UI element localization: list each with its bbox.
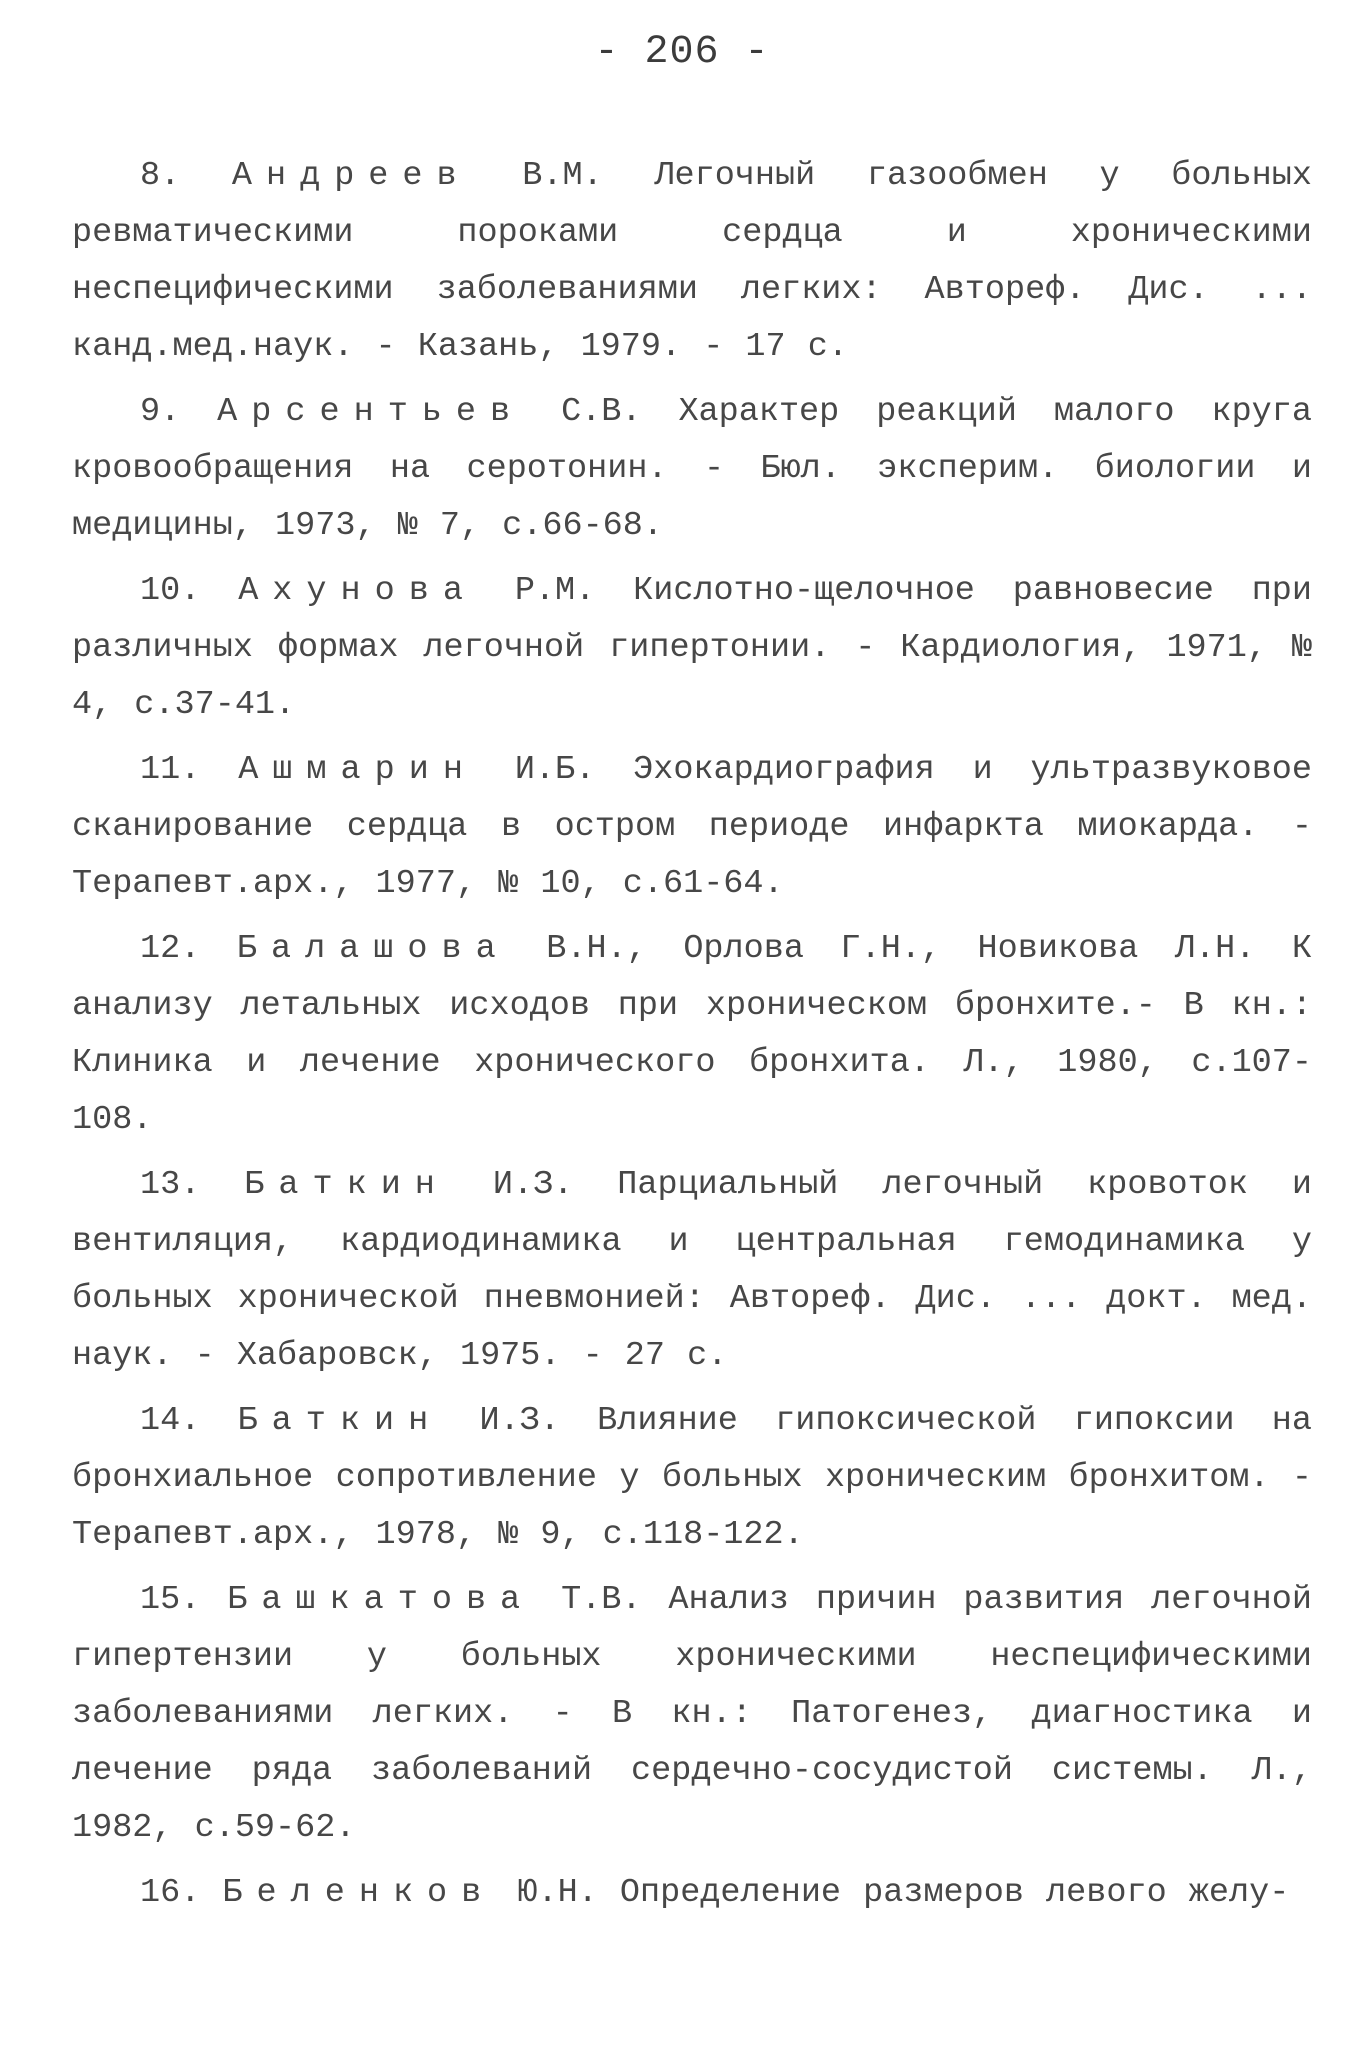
reference-text: К анализу летальных исходов при хроническом бронхите.- В кн.: Клиника и лечение хронического бронхита. Л., 1980, с.107-108. — [72, 930, 1313, 1139]
reference-number: 16. — [140, 1874, 201, 1912]
reference-number: 11. — [140, 751, 201, 789]
reference-initials: И.З. — [492, 1166, 574, 1204]
reference-text: Парциальный легочный кровоток и вентиляция, кардиодинамика и центральная гемодинамика у больных хронической пневмонией: Автореф. Дис. ... докт. мед. наук. - Хабаровск, 1975. - 27 с. — [72, 1166, 1313, 1375]
reference-initials: Ю.Н. — [517, 1874, 598, 1912]
reference-number: 14. — [140, 1402, 201, 1440]
reference-initials: Т.В. — [561, 1581, 642, 1619]
reference-text: Влияние гипоксической гипоксии на бронхиальное сопротивление у больных хроническим бронхитом. - Терапевт.арх., 1978, № 9, с.118-122. — [72, 1402, 1313, 1554]
reference-author: Балашова — [236, 930, 510, 968]
reference-initials: В.Н., Орлова Г.Н., Новикова Л.Н. — [546, 930, 1256, 968]
page-number: - 206 - — [594, 30, 770, 75]
reference-number: 12. — [140, 930, 201, 968]
reference-number: 10. — [140, 572, 201, 610]
reference-text: Легочный газообмен у больных ревматическими пороками сердца и хроническими неспецифическими заболеваниями легких: Автореф. Дис. ... канд.мед.наук. - Казань, 1979. - 17 с. — [72, 157, 1312, 366]
reference-author: Баткин — [237, 1402, 443, 1440]
reference-number: 9. — [140, 393, 181, 431]
reference-list — [72, 148, 1312, 1930]
reference-item — [72, 148, 1312, 376]
reference-author: Баткин — [244, 1166, 449, 1204]
reference-number: 13. — [140, 1166, 201, 1204]
reference-initials: В.М. — [522, 157, 603, 195]
reference-text: Эхокардиография и ультразвуковое сканирование сердца в остром периоде инфаркта миокарда. - Терапевт.арх., 1977, № 10, с.61-64. — [72, 751, 1313, 903]
reference-initials: И.Б. — [514, 751, 596, 789]
reference-text: Кислотно-щелочное равновесие при различных формах легочной гипертонии. - Кардиология, 1971, № 4, с.37-41. — [72, 572, 1313, 724]
reference-text: Анализ причин развития легочной гипертензии у больных хроническими неспецифическими заболеваниями легких. - В кн.: Патогенез, диагностика и лечение ряда заболеваний сердечно-сосудистой системы. Л., 1982, с.59-62. — [72, 1581, 1312, 1847]
reference-item — [72, 1157, 1312, 1385]
reference-author: Беленков — [222, 1874, 496, 1912]
reference-item — [72, 1865, 1312, 1922]
reference-item — [72, 384, 1312, 555]
reference-author: Башкатова — [227, 1581, 535, 1619]
reference-author: Ашмарин — [238, 751, 477, 789]
reference-item — [72, 563, 1312, 734]
reference-text: Определение размеров левого желу- — [619, 1874, 1290, 1912]
reference-item — [72, 742, 1312, 913]
reference-initials: С.В. — [561, 393, 642, 431]
reference-author: Арсентьев — [217, 393, 525, 431]
reference-number: 8. — [140, 157, 181, 195]
reference-initials: И.З. — [479, 1402, 560, 1440]
reference-item — [72, 1572, 1312, 1857]
reference-number: 15. — [140, 1581, 201, 1619]
reference-author: Ахунова — [238, 572, 477, 610]
reference-initials: Р.М. — [514, 572, 596, 610]
reference-item — [72, 1393, 1312, 1564]
reference-author: Андреев — [231, 157, 471, 195]
reference-text: Характер реакций малого круга кровообращения на серотонин. - Бюл. эксперим. биологии и медицины, 1973, № 7, с.66-68. — [72, 393, 1312, 545]
reference-item — [72, 921, 1312, 1149]
